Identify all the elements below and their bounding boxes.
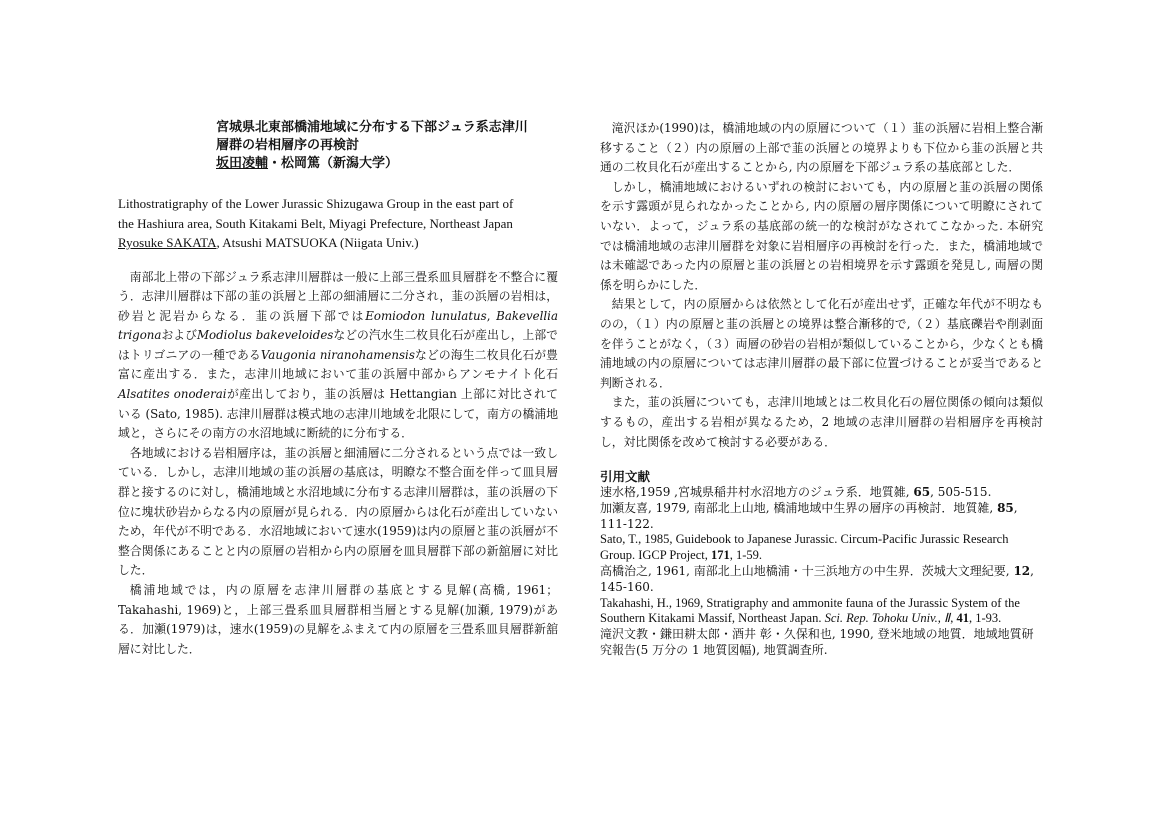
- ref-pages: , 1-59.: [729, 548, 763, 563]
- text-run: 南部北上帯の下部ジュラ系志津川層群は一般に上部三畳系皿貝層群を不整合に覆う．志津川層群は下部の韮の浜層と上部の細浦層に二分され，韮の浜層の岩相は，砂岩と泥岩からなる．韮の浜層下部では: [118, 269, 558, 323]
- ref-text: ,: [950, 611, 957, 626]
- ref-volume: 12: [1013, 564, 1031, 579]
- ref-volume: 41: [956, 611, 969, 626]
- species-name: Eomiodon lunulatus: [365, 308, 487, 323]
- japanese-title-block: [216, 119, 558, 173]
- japanese-title-line2: 層群の岩相層序の再検討: [216, 138, 360, 153]
- right-column: [600, 119, 1043, 659]
- species-name: Alsatites onoderai: [118, 387, 227, 402]
- species-name: Modiolus bakeveloides: [196, 328, 334, 343]
- ref-journal: Sci. Rep. Tohoku Univ., Ⅱ: [824, 611, 951, 626]
- english-authors: [118, 233, 558, 253]
- reference-item: [600, 627, 1043, 659]
- english-author-rest: , Atsushi MATSUOKA (Niigata Univ.): [216, 235, 419, 250]
- text-run: などの海生二枚貝化石が豊富に産出する．また，志津川地域において韮の浜層中部からアンモナイト化石: [118, 347, 558, 382]
- right-paragraph-2: しかし，橋浦地域におけるいずれの検討においても，内の原層と韮の浜層の関係を示す露頭が見られなかったことから, 内の原層の層序関係について明瞭にされていない．よって，ジュラ系の基底部の統一的な検討がなされてこなかった. 本研究では橋浦地域の志津川層群を対象に岩相層序の再検討を行った．また，橋浦地域では未確認であった内の原層と韮の浜層との岩相境界を示す露頭を発見し, 両層の関係を明らかにした．: [600, 179, 1043, 292]
- text-run: などの汽水生二枚貝化石が産出し，上部ではトリゴニアの一種である: [118, 328, 558, 362]
- reference-item: [600, 564, 1043, 596]
- right-paragraph-3: 結果として，内の原層からは依然として化石が産出せず，正確な年代が不明なものの，（１）内の原層と韮の浜層との境界は整合漸移的で,（２）基底礫岩や削剥面を伴うことがなく，（３）両層の砂岩の岩相が類似していることから，少なくとも橋浦地域の内の原層については志津川層群の最下部に位置づけることが妥当であると判断される．: [600, 297, 1043, 390]
- species-name: Bakevellia trigona: [118, 308, 558, 343]
- ref-text: 高橋治之, 1961, 南部北上山地橋浦・十三浜地方の中生界．茨城大文理紀要,: [600, 564, 1014, 579]
- japanese-authors: [216, 155, 558, 173]
- japanese-title-line1: 宮城県北東部橋浦地域に分布する下部ジュラ系志津川: [216, 120, 528, 135]
- text-run: および: [161, 328, 197, 343]
- ref-pages: , 1-93.: [968, 611, 1002, 626]
- text-run: ,: [486, 308, 497, 323]
- ref-text: 加瀬友喜, 1979, 南部北上山地, 橋浦地域中生界の層序の再検討．地質雑,: [600, 500, 998, 515]
- left-paragraph-2: 各地域における岩相層序は，韮の浜層と細浦層に二分されるという点では一致している．しかし，志津川地域の韮の浜層の基底は，明瞭な不整合面を伴って皿貝層群と接するのに対し，橋浦地域と水沼地域に分布する志津川層群は，韮の浜層の下位に塊状砂岩からなる内の原層が見られる．内の原層からは化石が産出していないため，年代が不明である．水沼地域において速水(1959)は内の原層と韮の浜層が不整合関係にあることと内の原層の岩相から内の原層を皿貝層群下部の新舘層に対比した．: [118, 445, 558, 578]
- left-body: [118, 268, 558, 660]
- ref-volume: 65: [913, 485, 931, 500]
- ref-text: Takahashi, H., 1969, Stratigraphy and ammonite fauna of the Jurassic System of the Southern Kitakami Massif, Northeast Japan.: [600, 595, 1020, 626]
- text-run: が産出しており，韮の浜層は Hettangian 上部に対比されている (Sato, 1985). 志津川層群は模式地の志津川地域を北限にして，南方の橋浦地域と，さらにその南方の水沼地域に断続的に分布する．: [118, 387, 559, 441]
- author-rest: ・松岡篤（新潟大学）: [268, 156, 399, 171]
- reference-list: [600, 485, 1043, 659]
- english-title-block: [118, 194, 558, 253]
- author-underlined: 坂田凌輔: [216, 156, 269, 171]
- reference-item: [600, 532, 1043, 564]
- ref-pages: , 145-160.: [600, 564, 1034, 594]
- species-name: Vaugonia niranohamensis: [260, 347, 415, 362]
- ref-text: Sato, T., 1985, Guidebook to Japanese Jurassic. Circum-Pacific Jurassic Research Group. IGCP Project,: [600, 532, 1009, 563]
- ref-volume: 171: [711, 548, 730, 563]
- ref-volume: 85: [997, 500, 1014, 515]
- ref-text: 速水格,1959 ,宮城県稲井村水沼地方のジュラ系．地質雑,: [600, 485, 914, 500]
- references-heading: 引用文献: [600, 469, 651, 485]
- left-paragraph-1: [118, 268, 558, 444]
- right-paragraph-4: また，韮の浜層についても，志津川地域とは二枚貝化石の層位関係の傾向は類似するもの，産出する岩相が異なるため，2 地域の志津川層群の岩相層序を再検討し，対比関係を改めて検討する必要がある．: [600, 395, 1043, 449]
- right-paragraph-1: 滝沢ほか(1990)は，橋浦地域の内の原層について（１）韮の浜層に岩相上整合漸移すること（２）内の原層の上部で韮の浜層との境界よりも下位から韮の浜層と共通の二枚貝化石が産出することから, 内の原層を下部ジュラ系の基底部とした．: [600, 121, 1043, 175]
- english-title-line1: Lithostratigraphy of the Lower Jurassic Shizugawa Group in the east part of: [118, 196, 514, 211]
- english-author-underlined: Ryosuke SAKATA: [118, 235, 217, 250]
- ref-pages: , 505-515.: [930, 485, 992, 500]
- left-column: [118, 119, 558, 659]
- ref-pages: , 111-122.: [600, 500, 1018, 531]
- left-paragraph-3: 橋浦地域では，内の原層を志津川層群の基底とする見解(高橋, 1961；Takahashi, 1969)と，上部三畳系皿貝層群相当層とする見解(加瀬, 1979)がある．加瀬(1979)は，速水(1959)の見解をふまえて内の原層を三畳系皿貝層群新舘層に対比した．: [118, 583, 558, 656]
- right-body: [600, 119, 1043, 452]
- reference-item: [600, 501, 1043, 533]
- reference-item: [600, 596, 1043, 628]
- english-title-line2: the Hashiura area, South Kitakami Belt, Miyagi Prefecture, Northeast Japan: [118, 215, 513, 231]
- reference-item: [600, 485, 1043, 501]
- ref-text: 滝沢文教・鎌田耕太郎・酒井 彰・久保和也, 1990, 登米地域の地質．地域地質研究報告(5 万分の 1 地質図幅), 地質調査所.: [600, 627, 1034, 658]
